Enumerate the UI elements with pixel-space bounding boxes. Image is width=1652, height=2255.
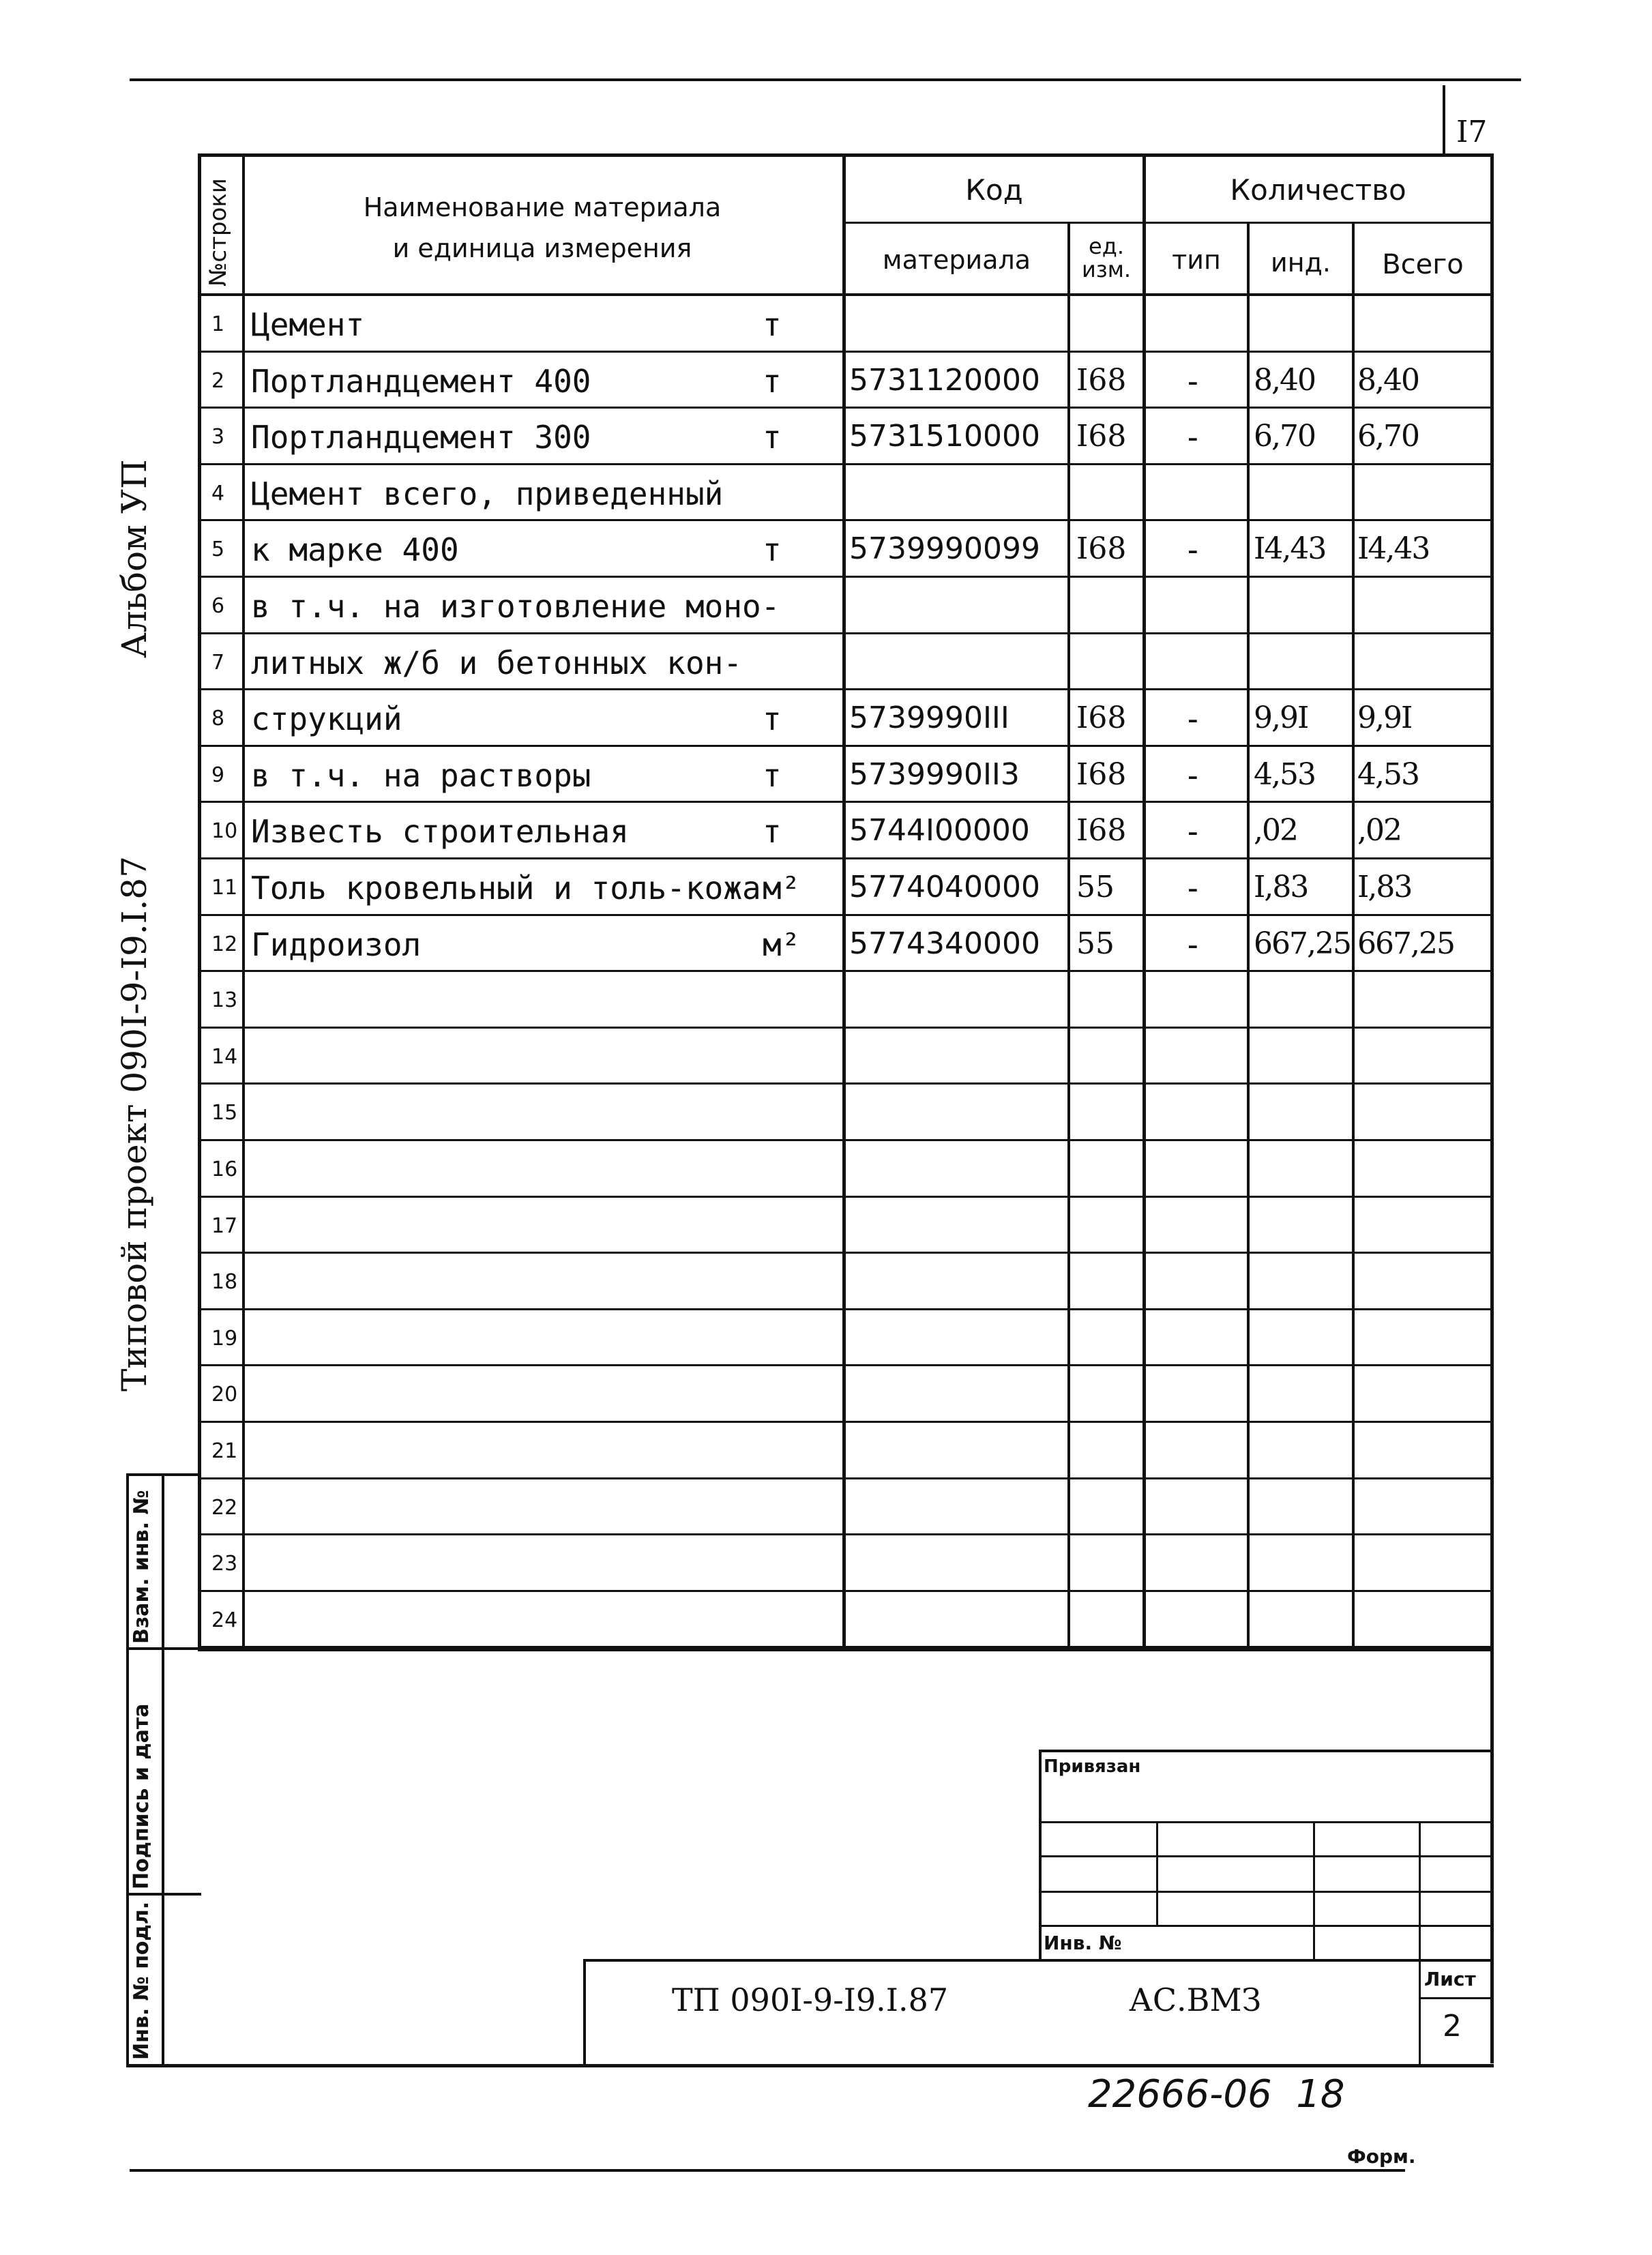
qty-type: - (1183, 926, 1203, 963)
qty-ind: 9,9I (1254, 701, 1308, 736)
material-name: в т.ч. на растворы (251, 756, 591, 794)
qty-ind: 667,25 (1254, 926, 1351, 961)
row-number: 15 (211, 1101, 238, 1125)
material-name: Портландцемент 300 (251, 419, 591, 456)
sign-date-label: Подпись и дата (130, 1703, 153, 1889)
material-code: 5774040000 (849, 870, 1040, 904)
qty-total: 9,9I (1357, 701, 1412, 736)
code-header: Код (965, 173, 1023, 207)
qty-type: - (1183, 813, 1203, 851)
material-unit: т (763, 419, 782, 456)
qty-ind: 6,70 (1254, 419, 1315, 454)
qty-ind: 4,53 (1254, 756, 1315, 792)
inv-no-label: Инв. № (1044, 1932, 1122, 1954)
material-unit: м² (763, 926, 801, 963)
name-header-line1: Наименование материала (363, 192, 722, 222)
code-unit-header: ед. изм. (1081, 233, 1132, 282)
unit-code: I68 (1076, 419, 1127, 454)
material-unit: т (763, 813, 782, 851)
qty-ind: I4,43 (1254, 531, 1326, 567)
row-number-header: №строки (205, 178, 232, 286)
qty-total: I4,43 (1357, 531, 1430, 567)
qty-total: ,02 (1357, 813, 1401, 849)
unit-code: 55 (1076, 870, 1115, 904)
qty-ind: 8,40 (1254, 362, 1315, 398)
material-unit: т (763, 756, 782, 794)
row-number: 7 (211, 650, 225, 675)
unit-code: I68 (1076, 813, 1127, 849)
material-name: Известь строительная (251, 813, 629, 851)
material-unit: м² (763, 870, 801, 907)
material-unit: т (763, 531, 782, 569)
qty-total: 4,53 (1357, 756, 1419, 792)
material-name: в т.ч. на изготовление моно- (251, 588, 780, 625)
row-number: 16 (211, 1158, 238, 1181)
row-number: 14 (211, 1044, 238, 1069)
row-number: 9 (211, 763, 225, 787)
name-header-line2: и единица измерения (392, 233, 692, 263)
row-number: 11 (211, 876, 238, 900)
row-number: 1 (211, 312, 225, 336)
inv-no-orig-label: Инв. № подл. (130, 1901, 153, 2060)
replace-inv-label: Взам. инв. № (130, 1490, 153, 1644)
qty-total: 6,70 (1357, 419, 1419, 454)
row-number: 18 (211, 1270, 238, 1295)
material-name: Цемент (251, 306, 365, 343)
sheet-corner-number: I7 (1456, 115, 1488, 149)
sheet-label: Лист (1424, 1968, 1476, 1990)
qty-type: - (1183, 756, 1203, 794)
row-number: 10 (211, 819, 238, 844)
material-code: 5739990III (849, 701, 1009, 736)
material-name: струкций (251, 701, 402, 738)
qty-ind: ,02 (1254, 813, 1297, 849)
qty-total-header: Всего (1382, 249, 1464, 280)
qty-type: - (1183, 362, 1203, 400)
qty-type: - (1183, 531, 1203, 569)
code-material-header: материала (882, 245, 1031, 275)
row-number: 5 (211, 537, 225, 562)
unit-code: I68 (1076, 531, 1127, 567)
qty-type-header: тип (1172, 245, 1221, 275)
row-number: 23 (211, 1552, 238, 1576)
qty-total: 667,25 (1357, 926, 1454, 961)
row-number: 3 (211, 425, 225, 449)
row-number: 21 (211, 1439, 238, 1463)
material-name: Цемент всего, приведенный (251, 475, 724, 512)
qty-type: - (1183, 419, 1203, 456)
unit-code: I68 (1076, 701, 1127, 736)
qty-total: 8,40 (1357, 362, 1419, 398)
sheet-number: 2 (1443, 2009, 1462, 2044)
quantity-header: Количество (1230, 173, 1406, 207)
row-number: 24 (211, 1608, 238, 1632)
row-number: 8 (211, 707, 225, 731)
row-number: 13 (211, 988, 238, 1013)
doc-code: ТП 090I-9-I9.I.87 (672, 1981, 949, 2018)
row-number: 22 (211, 1495, 238, 1520)
material-code: 5739990II3 (849, 756, 1020, 792)
material-code: 5731510000 (849, 419, 1040, 454)
material-name: Портландцемент 400 (251, 362, 591, 400)
row-number: 17 (211, 1213, 238, 1238)
row-number: 20 (211, 1383, 238, 1407)
doc-mark: АС.ВМЗ (1129, 1981, 1262, 2018)
unit-code: I68 (1076, 756, 1127, 792)
material-code: 5739990099 (849, 531, 1040, 567)
bound-label: Привязан (1044, 1756, 1141, 1777)
material-code: 5731120000 (849, 362, 1040, 398)
material-name: литных ж/б и бетонных кон- (251, 644, 743, 681)
qty-type: - (1183, 701, 1203, 738)
material-unit: т (763, 362, 782, 400)
bottom-border-line (130, 2169, 1405, 2172)
row-number: 4 (211, 481, 225, 505)
material-name: Толь кровельный и толь-кожа (251, 870, 761, 907)
project-label: Типовой проект 090I-9-I9.I.87 (115, 856, 154, 1391)
material-code: 5744I00000 (849, 813, 1030, 849)
row-number: 12 (211, 932, 238, 956)
material-code: 5774340000 (849, 926, 1040, 961)
material-unit: т (763, 701, 782, 738)
row-number: 19 (211, 1326, 238, 1351)
qty-total: I,83 (1357, 870, 1412, 904)
album-label: Альбом УП (115, 459, 154, 658)
qty-type: - (1183, 870, 1203, 907)
material-name: Гидроизол (251, 926, 422, 963)
material-name: к марке 400 (251, 531, 459, 569)
qty-ind: I,83 (1254, 870, 1308, 904)
row-number: 6 (211, 594, 225, 618)
material-unit: т (763, 306, 782, 343)
row-number: 2 (211, 368, 225, 393)
unit-code: I68 (1076, 362, 1127, 398)
qty-ind-header: инд. (1271, 248, 1331, 278)
format-label: Форм. (1347, 2145, 1416, 2168)
bottom-number: 22666-06 18 (1088, 2072, 1345, 2117)
unit-code: 55 (1076, 926, 1115, 961)
